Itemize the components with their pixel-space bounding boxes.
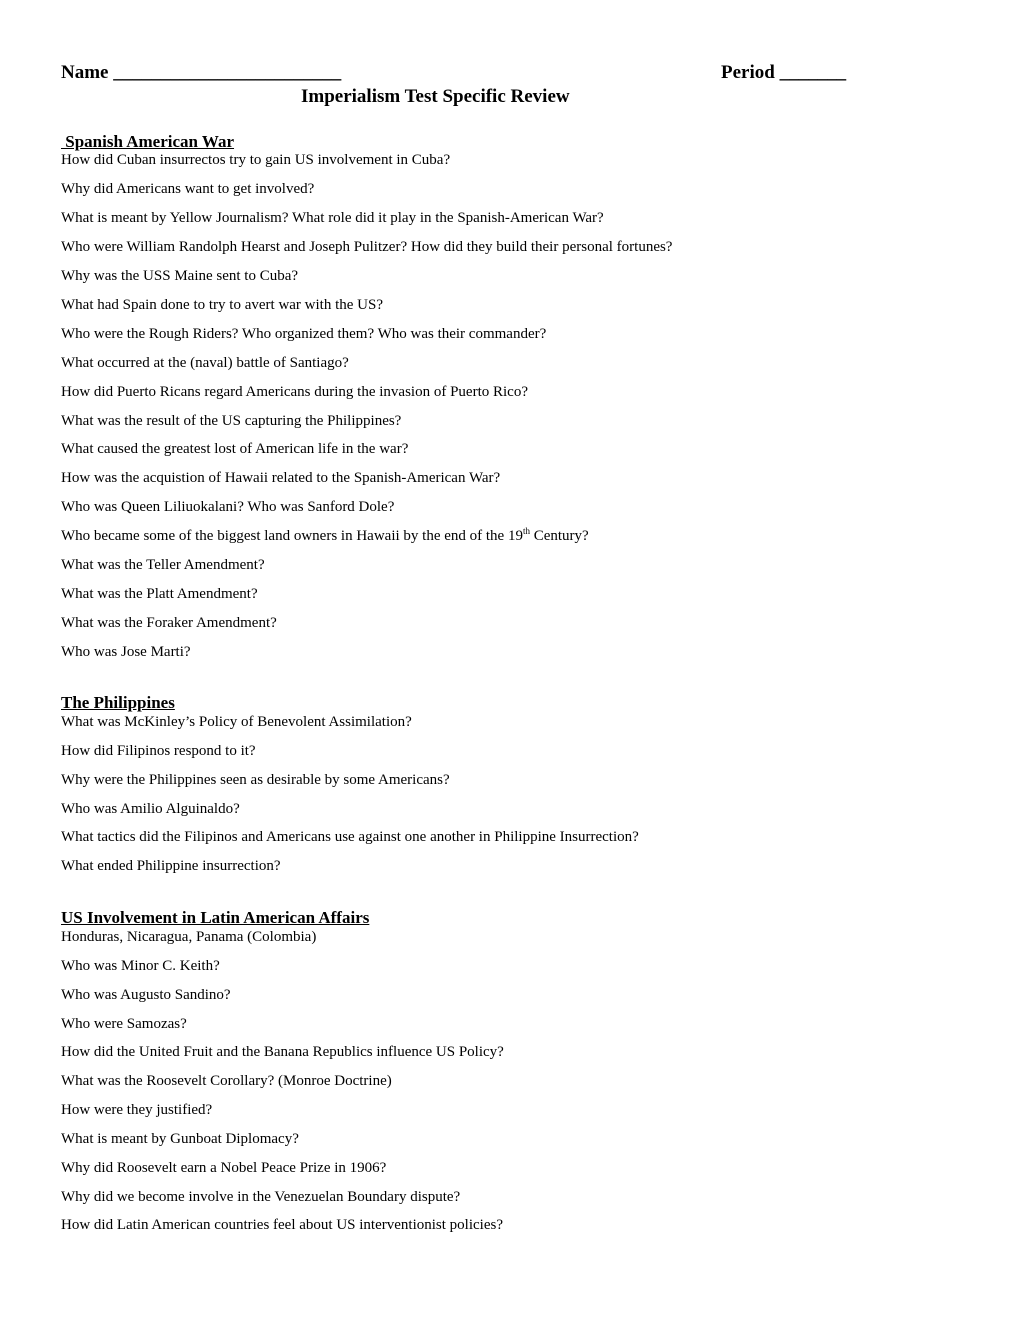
question-text: Who became some of the biggest land owners in Hawaii by the end of the 19 xyxy=(61,528,523,544)
question: How did Filipinos respond to it? xyxy=(61,743,256,759)
question: How did Puerto Ricans regard Americans during the invasion of Puerto Rico? xyxy=(61,384,528,400)
question: Who was Queen Liliuokalani? Who was Sanford Dole? xyxy=(61,499,395,515)
section-heading-spanish-american-war: Spanish American War xyxy=(61,132,235,151)
period-field xyxy=(721,62,846,84)
question: How did Cuban insurrectos try to gain US involvement in Cuba? xyxy=(61,152,451,168)
question: What ended Philippine insurrection? xyxy=(61,858,281,874)
name-field xyxy=(61,62,341,84)
question: What was the Foraker Amendment? xyxy=(61,615,277,631)
question-hawaii-landowners xyxy=(61,528,589,545)
question: How did Latin American countries feel about US interventionist policies? xyxy=(61,1217,503,1233)
name-blank: ________________________ xyxy=(113,62,342,83)
question: What is meant by Gunboat Diplomacy? xyxy=(61,1131,299,1147)
question: Why did Roosevelt earn a Nobel Peace Prize in 1906? xyxy=(61,1160,387,1176)
period-label: Period xyxy=(721,62,775,83)
question: What was the result of the US capturing the Philippines? xyxy=(61,413,402,429)
question-text: Century? xyxy=(529,528,589,544)
period-blank: _______ xyxy=(779,62,847,83)
question: Who was Minor C. Keith? xyxy=(61,958,220,974)
question: Why did Americans want to get involved? xyxy=(61,181,315,197)
question: What is meant by Yellow Journalism? What role did it play in the Spanish-American War? xyxy=(61,210,604,226)
superscript: th xyxy=(522,526,530,536)
question: Why was the USS Maine sent to Cuba? xyxy=(61,268,299,284)
question: Why were the Philippines seen as desirable by some Americans? xyxy=(61,772,450,788)
question: How were they justified? xyxy=(61,1102,213,1118)
question: Who was Jose Marti? xyxy=(61,644,191,660)
question: Who were William Randolph Hearst and Joseph Pulitzer? How did they build their personal fortunes? xyxy=(61,239,673,255)
question: What was the Roosevelt Corollary? (Monroe Doctrine) xyxy=(61,1073,392,1089)
section-heading-philippines: The Philippines xyxy=(61,693,175,712)
question: How was the acquistion of Hawaii related to the Spanish-American War? xyxy=(61,470,501,486)
question: Honduras, Nicaragua, Panama (Colombia) xyxy=(61,929,317,945)
page-title: Imperialism Test Specific Review xyxy=(301,86,570,107)
question: Who were the Rough Riders? Who organized them? Who was their commander? xyxy=(61,326,547,342)
question: What had Spain done to try to avert war with the US? xyxy=(61,297,384,313)
question: How did the United Fruit and the Banana Republics influence US Policy? xyxy=(61,1044,504,1060)
question: What was the Teller Amendment? xyxy=(61,557,265,573)
question: What was the Platt Amendment? xyxy=(61,586,258,602)
question: Who was Augusto Sandino? xyxy=(61,987,231,1003)
question: Who was Amilio Alguinaldo? xyxy=(61,801,240,817)
section-heading-latin-america: US Involvement in Latin American Affairs xyxy=(61,908,370,927)
question: What tactics did the Filipinos and Americans use against one another in Philippine Insurrection? xyxy=(61,829,639,845)
question: Why did we become involve in the Venezuelan Boundary dispute? xyxy=(61,1189,461,1205)
question: What occurred at the (naval) battle of Santiago? xyxy=(61,355,349,371)
name-label: Name xyxy=(61,62,109,83)
question: What was McKinley’s Policy of Benevolent Assimilation? xyxy=(61,714,412,730)
question: Who were Samozas? xyxy=(61,1016,187,1032)
question: What caused the greatest lost of American life in the war? xyxy=(61,441,409,457)
